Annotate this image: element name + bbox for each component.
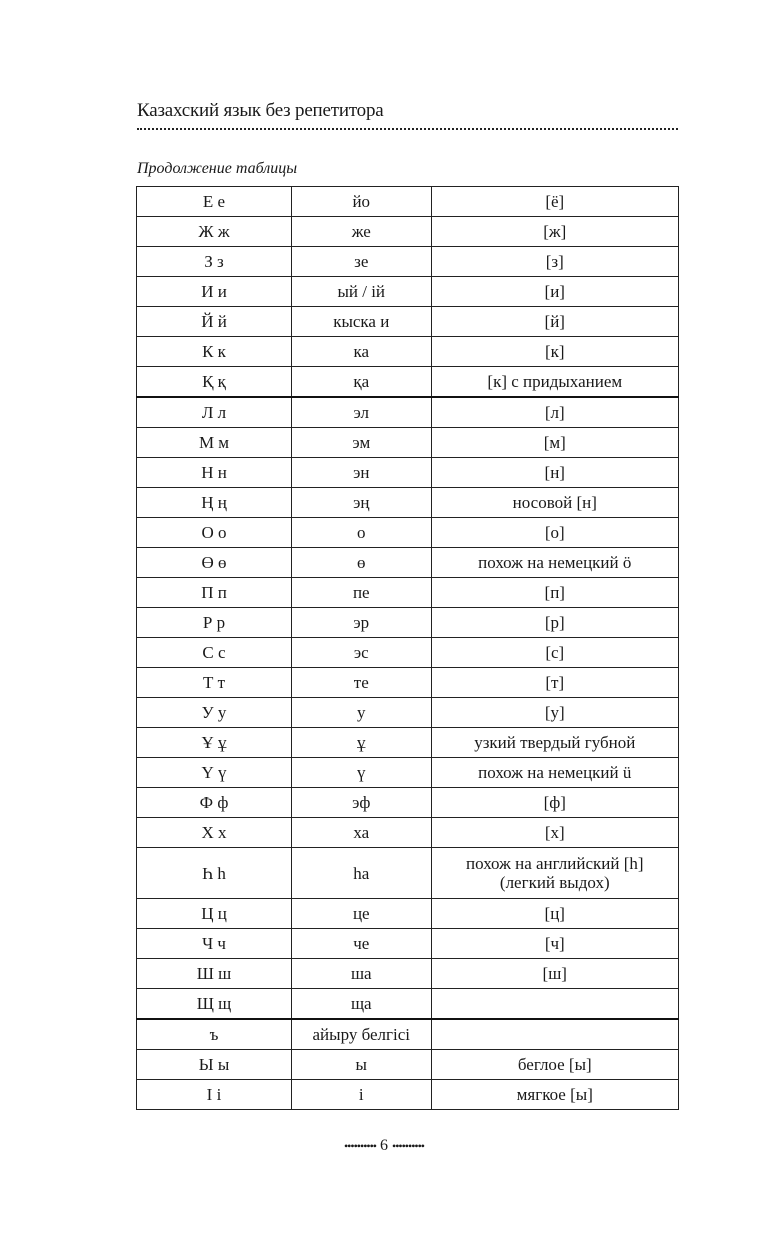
table-row [137,899,679,929]
table-row [137,518,679,548]
sound-cell: [у] [431,698,678,728]
sound-cell: носовой [н] [431,488,678,518]
footer-dots-left: •••••••••• [343,1138,376,1153]
letter-cell: Қ қ [137,367,292,398]
letter-cell: Н н [137,458,292,488]
letter-cell: М м [137,428,292,458]
letter-cell: К к [137,337,292,367]
name-cell: эр [292,608,432,638]
letter-cell: Х х [137,818,292,848]
table-row [137,818,679,848]
name-cell: һа [292,848,432,899]
sound-cell: [п] [431,578,678,608]
sound-cell: [н] [431,458,678,488]
sound-cell: [ё] [431,187,678,217]
table-row [137,217,679,247]
sound-cell: [к] с придыханием [431,367,678,398]
table-row [137,788,679,818]
sound-line: (легкий выдох) [499,873,610,892]
table-row [137,608,679,638]
sound-cell: беглое [ы] [431,1050,678,1080]
sound-cell: похож на немецкий ü [431,758,678,788]
table-caption: Продолжение таблицы [137,160,298,177]
table-row [137,1080,679,1110]
letter-cell: Ф ф [137,788,292,818]
letter-cell: Ң ң [137,488,292,518]
sound-cell: [ф] [431,788,678,818]
sound-cell: [з] [431,247,678,277]
table-row [137,337,679,367]
table-row [137,1019,679,1050]
table-row [137,397,679,428]
name-cell: зе [292,247,432,277]
name-cell: же [292,217,432,247]
name-cell: це [292,899,432,929]
name-cell: эф [292,788,432,818]
name-cell: ха [292,818,432,848]
letter-cell: Ч ч [137,929,292,959]
name-cell: те [292,668,432,698]
sound-cell: [х] [431,818,678,848]
sound-cell: [ш] [431,959,678,989]
table-row [137,959,679,989]
sound-cell: мягкое [ы] [431,1080,678,1110]
letter-cell: ъ [137,1019,292,1050]
letter-cell: Щ щ [137,989,292,1020]
letter-cell: Ү ү [137,758,292,788]
letter-cell: Һ һ [137,848,292,899]
letter-cell: Ө ө [137,548,292,578]
sound-cell: [ж] [431,217,678,247]
table-row [137,578,679,608]
name-cell: айыру белгісі [292,1019,432,1050]
letter-cell: О о [137,518,292,548]
sound-cell: [й] [431,307,678,337]
sound-line: похож на английский [h] [466,854,644,873]
letter-cell: Ц ц [137,899,292,929]
table-row [137,307,679,337]
name-cell: о [292,518,432,548]
sound-cell: [с] [431,638,678,668]
name-cell: ы [292,1050,432,1080]
table-row [137,758,679,788]
name-cell: ща [292,989,432,1020]
sound-cell: похож на немецкий ö [431,548,678,578]
table-row [137,247,679,277]
name-cell: ұ [292,728,432,758]
table-row [137,728,679,758]
letter-cell: З з [137,247,292,277]
name-cell: эм [292,428,432,458]
table-row [137,638,679,668]
letter-cell: Е е [137,187,292,217]
table-row [137,698,679,728]
alphabet-table [136,186,679,1110]
table-row [137,428,679,458]
table-row [137,989,679,1020]
name-cell: йо [292,187,432,217]
name-cell: эң [292,488,432,518]
footer-dots-right: •••••••••• [392,1138,425,1153]
letter-cell: Ш ш [137,959,292,989]
letter-cell: Й й [137,307,292,337]
letter-cell: И и [137,277,292,307]
sound-cell: [и] [431,277,678,307]
table-row [137,488,679,518]
name-cell: у [292,698,432,728]
name-cell: кыска и [292,307,432,337]
name-cell: і [292,1080,432,1110]
sound-cell: [к] [431,337,678,367]
sound-cell: [ц] [431,899,678,929]
letter-cell: Ы ы [137,1050,292,1080]
name-cell: эн [292,458,432,488]
sound-cell: [ч] [431,929,678,959]
sound-cell: [о] [431,518,678,548]
sound-cell: [р] [431,608,678,638]
name-cell: че [292,929,432,959]
sound-cell: узкий твердый губной [431,728,678,758]
table-row [137,1050,679,1080]
letter-cell: С с [137,638,292,668]
table-row [137,848,679,899]
name-cell: ө [292,548,432,578]
letter-cell: Ж ж [137,217,292,247]
name-cell: ү [292,758,432,788]
table-row [137,187,679,217]
page-number: 6 [380,1137,388,1154]
header-dotted-rule [137,128,678,130]
table-row [137,548,679,578]
letter-cell: Л л [137,397,292,428]
sound-cell [431,848,678,899]
sound-cell: [м] [431,428,678,458]
letter-cell: П п [137,578,292,608]
letter-cell: Р р [137,608,292,638]
name-cell: ка [292,337,432,367]
name-cell: эл [292,397,432,428]
letter-cell: Ұ ұ [137,728,292,758]
name-cell: эс [292,638,432,668]
sound-cell [431,1019,678,1050]
letter-cell: І і [137,1080,292,1110]
running-title: Казахский язык без репетитора [137,100,384,121]
name-cell: ый / ій [292,277,432,307]
sound-cell: [т] [431,668,678,698]
page-number-footer [0,1137,768,1155]
name-cell: қа [292,367,432,398]
table-row [137,929,679,959]
sound-cell [431,989,678,1020]
letter-cell: У у [137,698,292,728]
sound-cell: [л] [431,397,678,428]
name-cell: ша [292,959,432,989]
letter-cell: Т т [137,668,292,698]
table-row [137,277,679,307]
table-row [137,668,679,698]
table-row [137,458,679,488]
table-row [137,367,679,398]
name-cell: пе [292,578,432,608]
